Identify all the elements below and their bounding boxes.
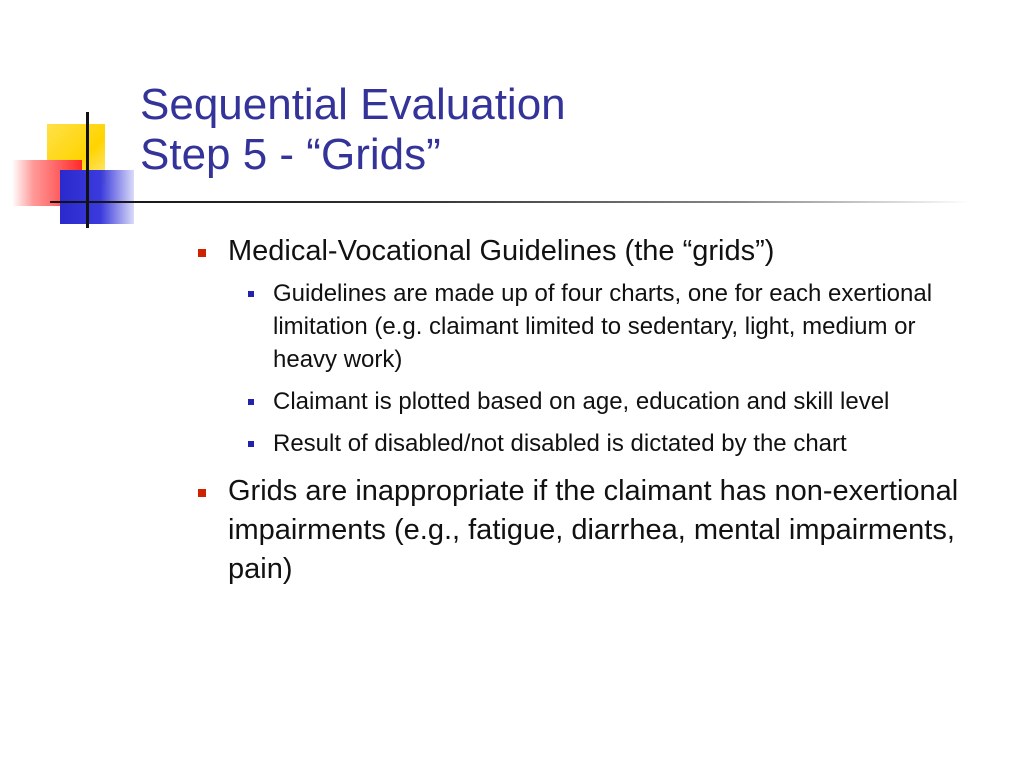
title-line-2: Step 5 - “Grids” xyxy=(140,130,441,179)
bullet-list xyxy=(196,232,976,589)
square-bullet-icon xyxy=(198,489,206,497)
bullet-text: Grids are inappropriate if the claimant has non-exertional impairments (e.g., fatigue, diarrhea, mental impairments, pain) xyxy=(228,475,959,585)
bullet-item-guidelines xyxy=(196,232,976,460)
square-bullet-icon xyxy=(248,291,254,297)
sub-bullet-text: Claimant is plotted based on age, education and skill level xyxy=(273,388,890,415)
sub-bullet-item xyxy=(228,277,976,376)
square-bullet-icon xyxy=(198,249,206,257)
title-divider-line xyxy=(50,201,970,203)
square-bullet-icon xyxy=(248,441,254,447)
slide-title xyxy=(140,80,566,180)
sub-bullet-item xyxy=(228,385,976,418)
sub-bullet-text: Result of disabled/not disabled is dictated by the chart xyxy=(273,430,847,457)
bullet-text: Medical-Vocational Guidelines (the “grids”) xyxy=(228,235,775,267)
square-bullet-icon xyxy=(248,399,254,405)
decorative-vertical-line xyxy=(86,112,89,228)
title-line-1: Sequential Evaluation xyxy=(140,80,566,129)
bullet-item-inappropriate xyxy=(196,472,976,589)
sub-bullet-list xyxy=(228,277,976,460)
slide-content xyxy=(196,232,976,601)
sub-bullet-text: Guidelines are made up of four charts, one for each exertional limitation (e.g. claimant limited to sedentary, light, medium or heavy work) xyxy=(273,280,933,373)
sub-bullet-item xyxy=(228,427,976,460)
decorative-blue-square xyxy=(60,170,134,224)
